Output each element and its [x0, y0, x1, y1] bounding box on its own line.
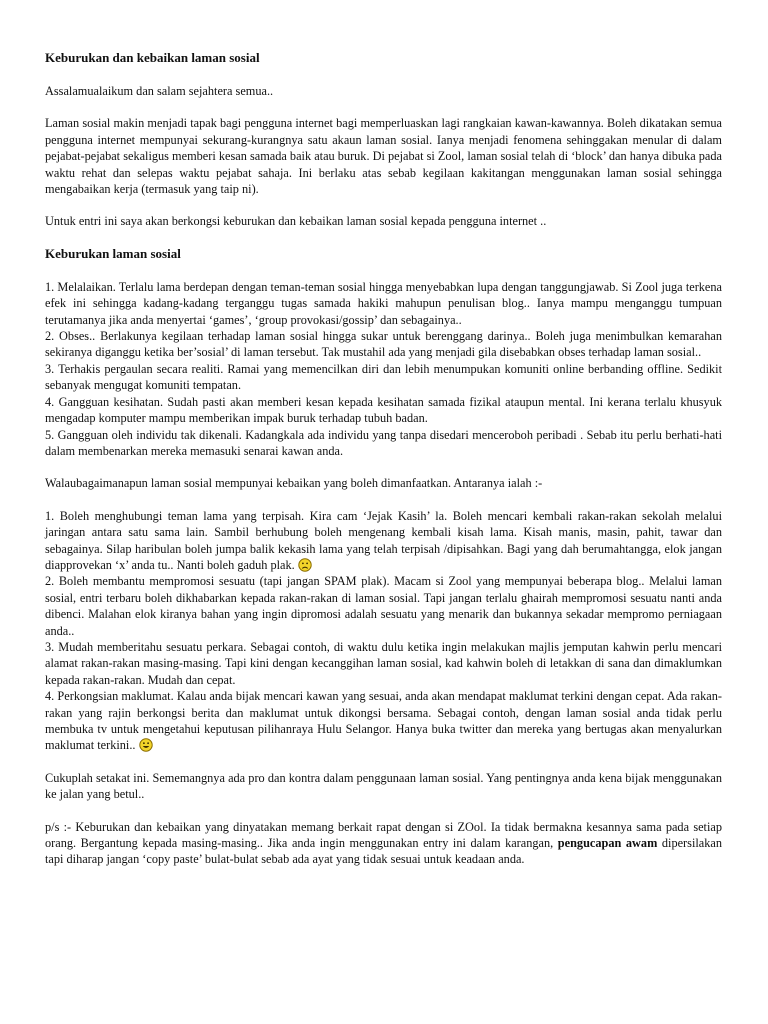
good-item-3: 3. Mudah memberitahu sesuatu perkara. Sebagai contoh, di waktu dulu ketika ingin melakukan majlis jemputan kahwin perlu mencari alamat rakan-rakan masing-masing. Tapi kini dengan kecanggihan laman sosial, kad kahwin boleh di letakkan di sana dan dimaklumkan kepada rakan-rakan. Mudah dan cepat. — [45, 639, 722, 687]
ps-paragraph — [45, 819, 722, 868]
bad-item-4: 4. Gangguan kesihatan. Sudah pasti akan memberi kesan kepada kesihatan samada fizikal ataupun mental. Ini kerana terlalu khusyuk mengadap komputer mampu memberikan impak buruk terhadap tubuh badan. — [45, 394, 722, 426]
good-item-4 — [45, 688, 722, 754]
blog-document — [45, 50, 722, 884]
bad-section-heading: Keburukan laman sosial — [45, 245, 181, 261]
bad-item-3: 3. Terhakis pergaulan secara realiti. Ramai yang memencilkan diri dan lebih menumpukan komuniti online berbanding offline. Sedikit sebanyak mengugat komuniti tempatan. — [45, 361, 722, 393]
good-intro-paragraph: Walaubagaimanapun laman sosial mempunyai kebaikan yang boleh dimanfaatkan. Antaranya ialah :- — [45, 476, 543, 491]
bad-item-1: 1. Melalaikan. Terlalu lama berdepan dengan teman-teman sosial hingga menyebabkan lupa dengan tanggungjawab. Si Zool juga terkena efek ini sehingga kadang-kadang terganggu tugas samada hakiki mahupun penulisan blog.. Ianya mampu menganggu tumpuan terutamanya jika anda menyertai ‘games’, ‘group provokasi/gossip’ dan sebagainya.. — [45, 279, 722, 327]
good-item-1-text: 1. Boleh menghubungi teman lama yang terpisah. Kira cam ‘Jejak Kasih’ la. Boleh mencari kembali rakan-rakan sekolah melalui jaringan antara satu sama lain. Sambil berhubung boleh mengenang kembali kisah lama. Kisah manis, masin, pahit, tawar dan sebagainya. Silap haribulan boleh jumpa balik kekasih lama yang telah terpisah /dipisahkan. Bagi yang dah berumahtangga, elok jangan diapprovekan ‘x’ anda tu.. Nanti boleh gaduh plak. — [45, 508, 722, 572]
ps-text-before: p/s :- Keburukan dan kebaikan yang dinyatakan memang berkait rapat dengan si ZOol. Ia tidak bermakna kesannya sama pada setiap orang. Bergantung kepada masing-masing.. Jika anda ingin menggunakan entry ini dalam karangan, — [45, 819, 722, 851]
bad-item-5: 5. Gangguan oleh individu tak dikenali. Kadangkala ada individu yang tanpa disedari menceroboh peribadi . Sebab itu perlu berhati-hati dalam membenarkan mereka memasuki senarai kawan anda. — [45, 427, 722, 458]
greeting: Assalamualaikum dan salam sejahtera semua.. — [45, 84, 274, 98]
bad-item-2: 2. Obses.. Berlakunya kegilaan terhadap laman sosial hingga sukar untuk berenggang darinya.. Boleh juga menimbulkan kemarahan sekiranya diganggu ketika ber’sosial’ di laman tersebut. Tak mustahil ada yang menjadi gila disebabkan obses terhadap laman sosial.. — [45, 329, 722, 360]
ps-bold-term: pengucapan awam — [557, 836, 658, 851]
good-item-4-text: 4. Perkongsian maklumat. Kalau anda bijak mencari kawan yang sesuai, anda akan mendapat maklumat terkini dengan cepat. Ada rakan-rakan yang rajin berkongsi berita dan maklumat untuk dikongsi bersama. Sebagai contoh, dengan laman sosial anda tidak perlu membuka tv untuk mengetahui keputusan pilihanraya Hulu Selangor. Hanya buka twitter dan mereka yang bertugas akan menyalurkan maklumat terkini.. — [45, 689, 722, 753]
good-item-2: 2. Boleh membantu mempromosi sesuatu (tapi jangan SPAM plak). Macam si Zool yang mempunyai beberapa blog.. Melalui laman sosial, entri terbaru boleh dikhabarkan kepada rakan-rakan di laman sosial. Tapi jangan terlalu ghairah mempromosi sesuatu nanti anda dibenci. Malahan elok kiranya bahan yang ingin dipromosi adalah sesuatu yang menarik dan bukannya sekadar mempromo perniagaan anda.. — [45, 574, 722, 638]
sad-smiley-icon — [298, 558, 312, 572]
intro-paragraph: Laman sosial makin menjadi tapak bagi pengguna internet bagi memperluaskan lagi rangkaian kawan-kawannya. Boleh dikatakan semua pengguna internet mempunyai sekurang-kurangnya satu akaun laman sosial. Ianya menjadi fenomena sehinggakan menular di dalam pejabat-pejabat sekaligus memberi kesan samada baik atau buruk. Di pejabat si Zool, laman sosial telah di ‘block’ dan hanya dibuka pada waktu rehat dan selepas waktu pejabat sahaja. Ini berlaku atas sebab kegilaan kakitangan menggunakan laman sosial sehingga mengabaikan kerja (termasuk yang taip ni). — [45, 116, 722, 197]
good-item-1 — [45, 508, 722, 574]
page-title: Keburukan dan kebaikan laman sosial — [45, 50, 260, 65]
ps-text-after: dipersilakan tapi diharap jangan ‘copy paste’ bulat-bulat sebab ada ayat yang tidak sesuai untuk keadaan anda. — [45, 836, 722, 867]
entry-intro-paragraph: Untuk entri ini saya akan berkongsi keburukan dan kebaikan laman sosial kepada pengguna internet .. — [45, 214, 547, 229]
conclusion-paragraph: Cukuplah setakat ini. Sememangnya ada pro dan kontra dalam penggunaan laman sosial. Yang pentingnya anda kena bijak menggunakan ke jalan yang betul.. — [45, 770, 722, 802]
happy-smiley-icon — [139, 738, 153, 752]
